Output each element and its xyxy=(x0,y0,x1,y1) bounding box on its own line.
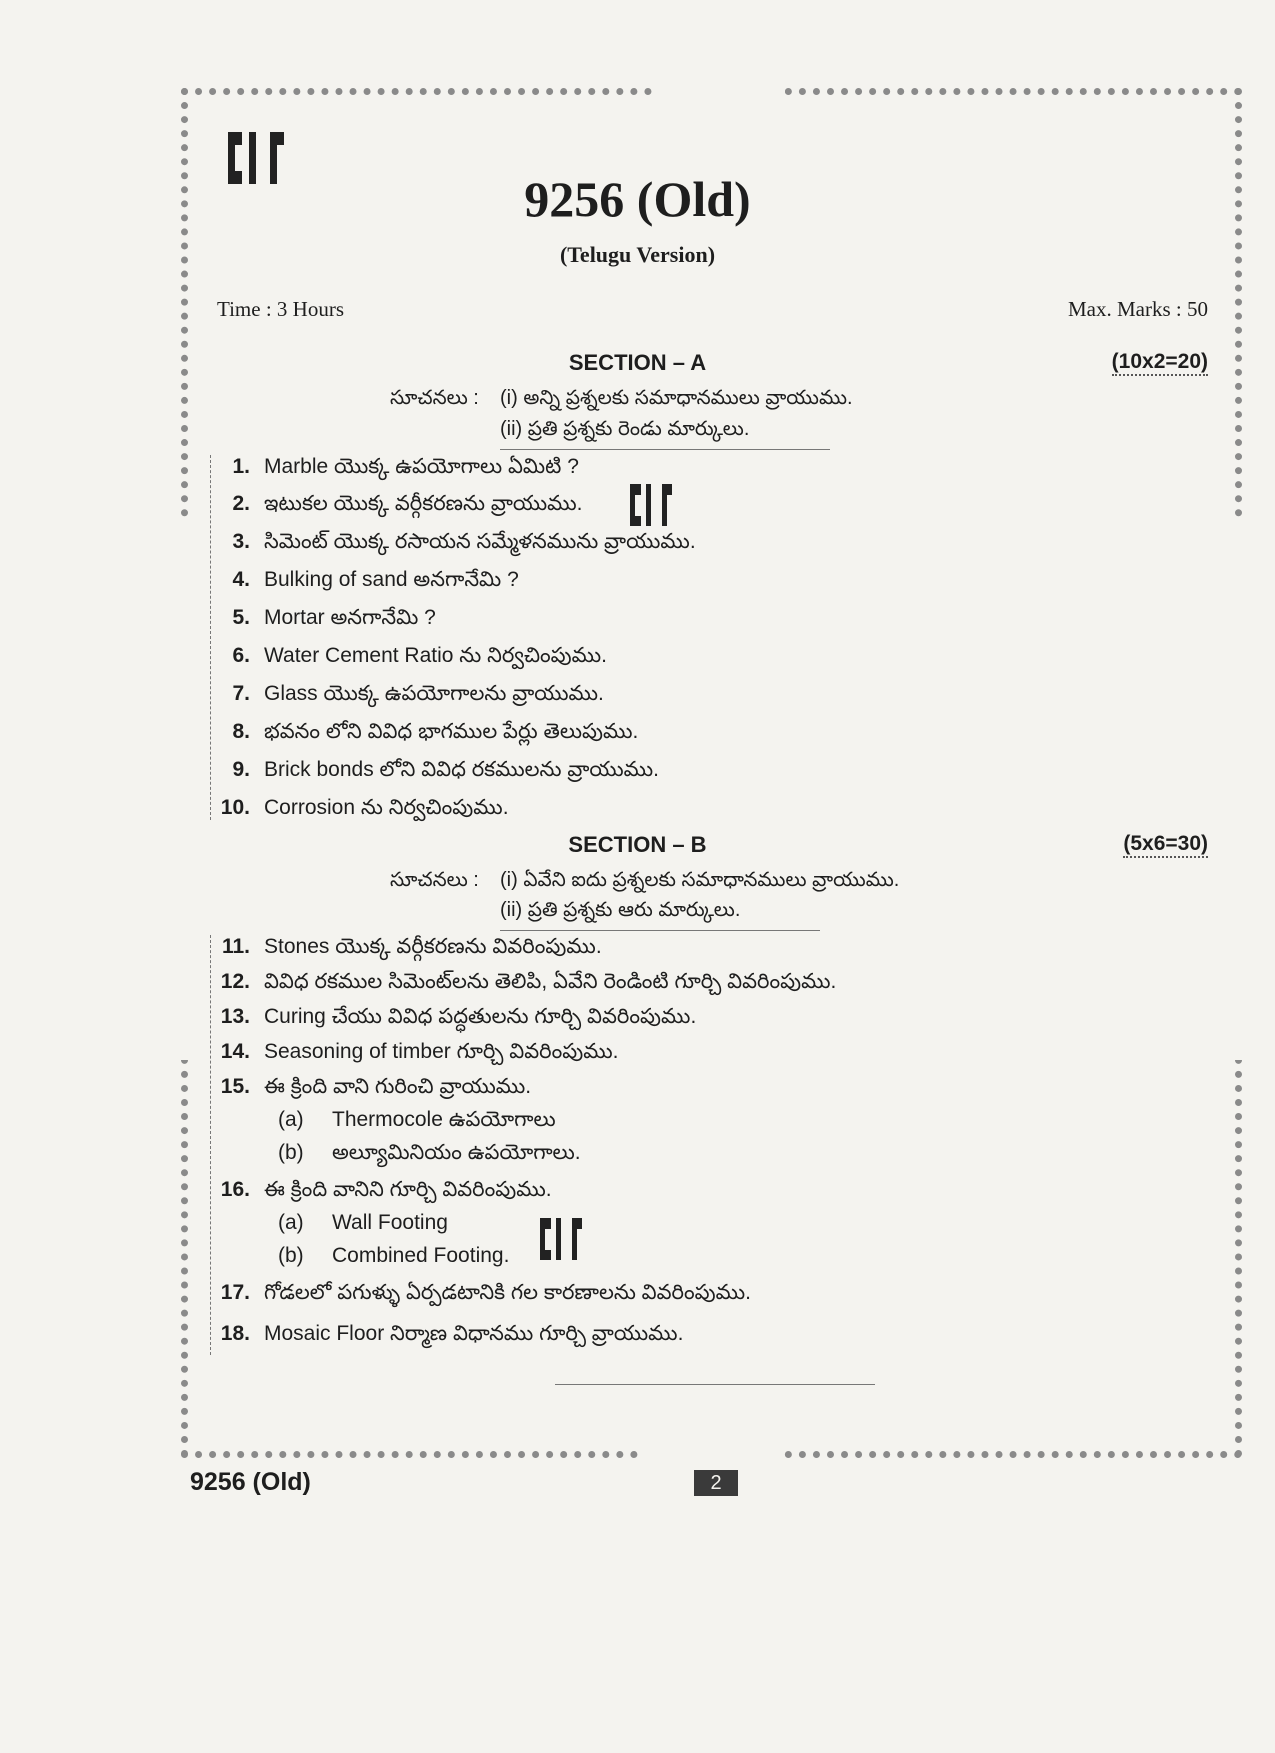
border-gap xyxy=(1233,520,1247,1060)
end-rule xyxy=(555,1384,875,1385)
paper-version: (Telugu Version) xyxy=(559,242,716,267)
question: 15. ఈ క్రింది వాని గురించి వ్రాయుము. xyxy=(220,1075,532,1098)
qr-code-icon xyxy=(540,1218,582,1260)
question: 14. Seasoning of timber గూర్చి వివరింపుము. xyxy=(220,1040,619,1063)
footer-code: 9256 (Old) xyxy=(190,1468,311,1496)
question: 12. వివిధ రకముల సిమెంట్‌లను తెలిపి, ఏవేని రెండింటి గూర్చి వివరింపుము. xyxy=(220,970,837,993)
section-b-title: SECTION – B xyxy=(568,832,707,857)
question: 17. గోడలలో పగుళ్ళు ఏర్పడటానికి గల కారణాలను వివరింపుము. xyxy=(220,1281,751,1304)
question: 2. ఇటుకల యొక్క వర్గీకరణను వ్రాయుము. xyxy=(232,492,583,515)
border-gap xyxy=(643,1448,783,1462)
section-a-instruction xyxy=(390,387,853,414)
sub-question: (a) Thermocole ఉపయోగాలు xyxy=(278,1108,556,1131)
sub-question: (b) అల్యూమినియం ఉపయోగాలు. xyxy=(278,1141,581,1164)
instruction-text: (ii) ప్రతి ప్రశ్నకు ఆరు మార్కులు. xyxy=(500,899,741,921)
question: 1. Marble యొక్క ఉపయోగాలు ఏమిటి ? xyxy=(232,455,579,478)
qr-code-icon xyxy=(630,484,672,526)
instruction-label: సూచనలు : xyxy=(390,387,479,409)
paper-code: 9256 (Old) xyxy=(524,171,751,227)
section-a-title: SECTION – A xyxy=(568,350,707,375)
border-gap xyxy=(177,520,191,1060)
section-a-marks: (10x2=20) xyxy=(1112,350,1208,376)
instruction-text: (i) అన్ని ప్రశ్నలకు సమాధానములు వ్రాయుము. xyxy=(500,387,853,409)
exam-time: Time : 3 Hours xyxy=(217,297,344,321)
sub-question: (b) Combined Footing. xyxy=(278,1244,510,1267)
question: 11. Stones యొక్క వర్గీకరణను వివరింపుము. xyxy=(221,935,602,958)
instruction-label: సూచనలు : xyxy=(390,869,479,891)
question: 10. Corrosion ను నిర్వచింపుము. xyxy=(220,796,509,819)
divider xyxy=(500,449,830,450)
question: 8. భవనం లోని వివిధ భాగముల పేర్లు తెలుపుము. xyxy=(232,720,639,743)
section-b-instruction xyxy=(390,869,899,896)
divider xyxy=(500,930,820,931)
section-a-instruction xyxy=(500,418,749,445)
question: 9. Brick bonds లోని వివిధ రకములను వ్రాయుము. xyxy=(232,758,659,781)
instruction-text: (i) ఏవేని ఐదు ప్రశ్నలకు సమాధానములు వ్రాయుము. xyxy=(500,869,900,891)
question: 4. Bulking of sand అనగానేమి ? xyxy=(232,568,519,591)
page-number: 2 xyxy=(694,1470,738,1496)
question: 13. Curing చేయు వివిధ పద్ధతులను గూర్చి వివరింపుము. xyxy=(220,1005,697,1028)
question: 3. సిమెంట్ యొక్క రసాయన సమ్మేళనమును వ్రాయుము. xyxy=(232,530,696,553)
question: 5. Mortar అనగానేమి ? xyxy=(232,606,436,629)
question: 16. ఈ క్రింది వానిని గూర్చి వివరింపుము. xyxy=(220,1178,552,1201)
question: 18. Mosaic Floor నిర్మాణ విధానము గూర్చి వ్రాయుము. xyxy=(220,1322,684,1345)
border-gap xyxy=(655,84,785,98)
sub-question: (a) Wall Footing xyxy=(278,1211,448,1234)
question: 7. Glass యొక్క ఉపయోగాలను వ్రాయుము. xyxy=(232,682,604,705)
section-b-instruction xyxy=(500,899,740,926)
question: 6. Water Cement Ratio ను నిర్వచింపుము. xyxy=(232,644,607,667)
max-marks: Max. Marks : 50 xyxy=(1068,297,1208,321)
section-b-marks: (5x6=30) xyxy=(1123,832,1208,858)
instruction-text: (ii) ప్రతి ప్రశ్నకు రెండు మార్కులు. xyxy=(500,418,750,440)
